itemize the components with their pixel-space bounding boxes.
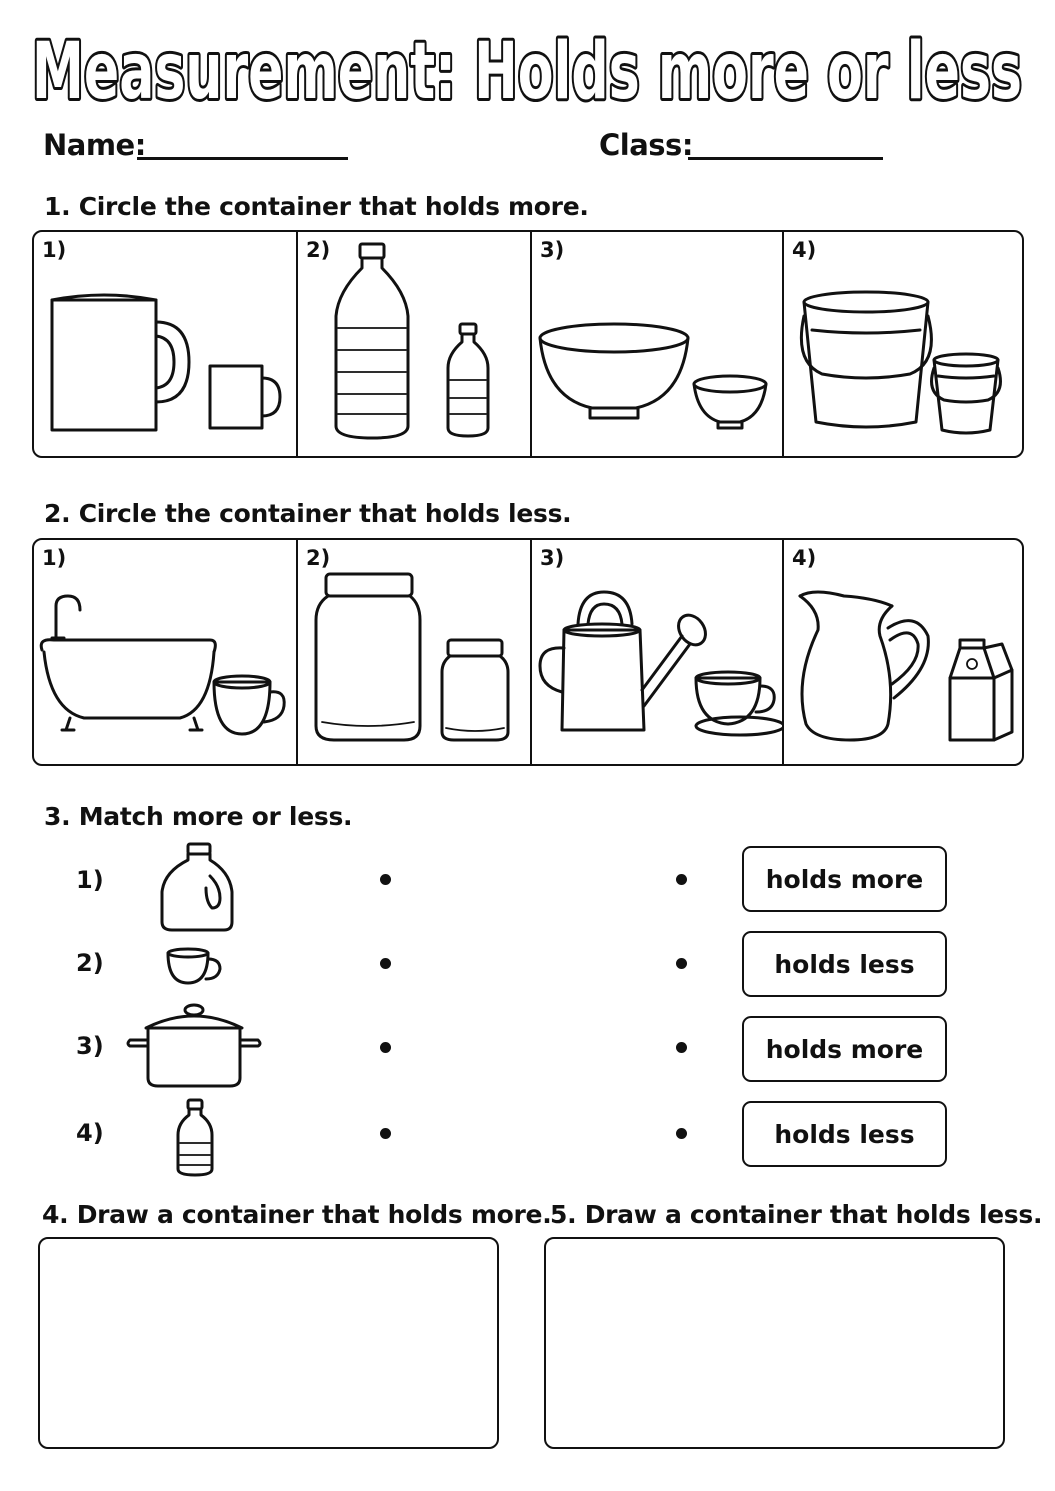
- class-write-line[interactable]: [688, 157, 883, 160]
- large-jar-icon[interactable]: [316, 574, 420, 740]
- match-row-1: [0, 842, 1055, 922]
- watering-can-icon[interactable]: [540, 592, 711, 730]
- small-bowl-icon[interactable]: [694, 376, 766, 428]
- match-row-4: [0, 1097, 1055, 1177]
- match-row-1-number: 1): [76, 866, 104, 894]
- s1-item-2-number: 2): [306, 238, 331, 262]
- match-row-2-left-dot[interactable]: [380, 958, 391, 969]
- worksheet-title: [0, 8, 1055, 118]
- teacup-icon: [160, 941, 230, 991]
- pitcher-icon[interactable]: [800, 592, 928, 740]
- milk-jug-icon: [150, 842, 250, 934]
- answer-holds-more-1[interactable]: holds more: [742, 846, 947, 912]
- name-write-line[interactable]: [137, 157, 348, 160]
- match-row-3-left-dot[interactable]: [380, 1042, 391, 1053]
- s2-item-4-number: 4): [792, 546, 817, 570]
- match-row-3: [0, 1012, 1055, 1092]
- teacup-icon[interactable]: [214, 676, 284, 734]
- answer-holds-less-1[interactable]: holds less: [742, 931, 947, 997]
- match-row-2-number: 2): [76, 949, 104, 977]
- draw-less-box[interactable]: [544, 1237, 1005, 1449]
- class-label: Class:: [599, 128, 693, 162]
- s1-item-3[interactable]: [530, 232, 782, 456]
- s1-item-4-number: 4): [792, 238, 817, 262]
- match-row-3-right-dot[interactable]: [676, 1042, 687, 1053]
- s2-item-3-number: 3): [540, 546, 565, 570]
- s2-item-3[interactable]: [530, 540, 782, 764]
- large-bowl-icon[interactable]: [540, 324, 688, 418]
- name-label: Name:: [43, 128, 146, 162]
- s1-item-1[interactable]: [34, 232, 296, 456]
- small-bottle-icon: [170, 1097, 220, 1177]
- s2-item-1[interactable]: [34, 540, 296, 764]
- small-jar-icon[interactable]: [442, 640, 508, 740]
- section1-instruction: 1. Circle the container that holds more.: [44, 192, 589, 221]
- match-row-1-left-dot[interactable]: [380, 874, 391, 885]
- svg-text:Measurement: Holds more or les: Measurement: Holds more or less: [32, 27, 1023, 117]
- milk-carton-icon[interactable]: [950, 640, 1012, 740]
- bathtub-icon[interactable]: [41, 596, 215, 730]
- s1-item-4[interactable]: [782, 232, 1024, 456]
- cooking-pot-icon: [124, 1000, 264, 1092]
- match-row-3-number: 3): [76, 1032, 104, 1060]
- large-bucket-icon[interactable]: [801, 292, 931, 427]
- s1-item-3-number: 3): [540, 238, 565, 262]
- s2-item-4[interactable]: [782, 540, 1024, 764]
- large-mug-icon[interactable]: [52, 295, 189, 430]
- match-row-1-right-dot[interactable]: [676, 874, 687, 885]
- section2-instruction: 2. Circle the container that holds less.: [44, 499, 572, 528]
- section5-instruction: 5. Draw a container that holds less.: [550, 1200, 1043, 1229]
- s1-item-2[interactable]: [296, 232, 530, 456]
- small-water-bottle-icon[interactable]: [448, 324, 488, 436]
- section4-instruction: 4. Draw a container that holds more.: [42, 1200, 552, 1229]
- match-row-2: [0, 927, 1055, 1007]
- s2-item-2-number: 2): [306, 546, 331, 570]
- small-bucket-icon[interactable]: [932, 354, 1001, 433]
- section3-instruction: 3. Match more or less.: [44, 802, 353, 831]
- small-mug-icon[interactable]: [210, 366, 280, 428]
- answer-holds-less-2[interactable]: holds less: [742, 1101, 947, 1167]
- section2-panel: [32, 538, 1024, 766]
- draw-more-box[interactable]: [38, 1237, 499, 1449]
- teacup-saucer-icon[interactable]: [696, 672, 784, 735]
- match-row-4-right-dot[interactable]: [676, 1128, 687, 1139]
- s1-item-1-number: 1): [42, 238, 67, 262]
- match-row-4-left-dot[interactable]: [380, 1128, 391, 1139]
- large-water-bottle-icon[interactable]: [336, 244, 408, 438]
- section1-panel: [32, 230, 1024, 458]
- s2-item-1-number: 1): [42, 546, 67, 570]
- match-row-4-number: 4): [76, 1119, 104, 1147]
- answer-holds-more-2[interactable]: holds more: [742, 1016, 947, 1082]
- s2-item-2[interactable]: [296, 540, 530, 764]
- match-row-2-right-dot[interactable]: [676, 958, 687, 969]
